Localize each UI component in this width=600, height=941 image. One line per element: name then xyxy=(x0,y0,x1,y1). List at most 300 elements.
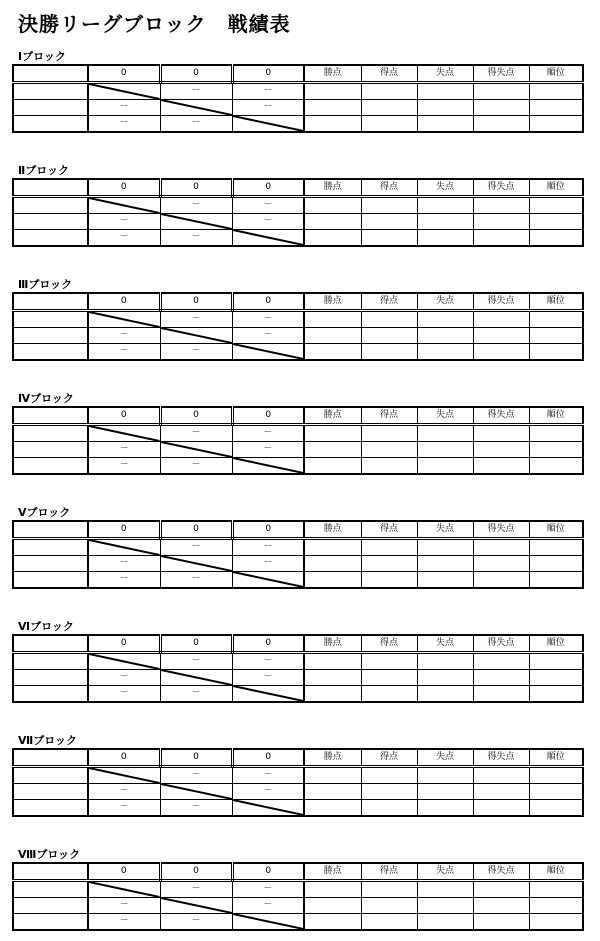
stat-cell[interactable] xyxy=(417,425,473,442)
opponent-header: 0 xyxy=(88,179,160,197)
stat-cell[interactable] xyxy=(417,556,473,572)
stat-header: 勝点 xyxy=(304,407,361,425)
stat-cell[interactable] xyxy=(529,572,583,589)
stat-cell[interactable] xyxy=(473,214,529,230)
match-score-cell[interactable]: － xyxy=(88,784,160,800)
stat-cell[interactable] xyxy=(417,100,473,116)
stat-cell[interactable] xyxy=(361,914,417,931)
match-score-cell[interactable]: － xyxy=(88,116,160,133)
team-row xyxy=(13,311,583,328)
stat-cell[interactable] xyxy=(361,197,417,214)
stat-header: 得失点 xyxy=(473,863,529,881)
stat-cell[interactable] xyxy=(529,653,583,670)
diagonal-line xyxy=(233,458,304,473)
team-name-cell[interactable] xyxy=(13,686,88,703)
stat-header: 得点 xyxy=(361,521,417,539)
self-match-cell xyxy=(88,881,160,898)
stat-cell[interactable] xyxy=(473,197,529,214)
match-score-cell[interactable]: － xyxy=(88,670,160,686)
stat-cell[interactable] xyxy=(361,311,417,328)
opponent-header: 0 xyxy=(232,179,304,197)
stat-header: 得点 xyxy=(361,749,417,767)
stat-cell[interactable] xyxy=(361,767,417,784)
stat-cell[interactable] xyxy=(529,83,583,100)
stat-cell[interactable] xyxy=(304,442,361,458)
match-score-cell[interactable]: － xyxy=(232,328,304,344)
stat-header: 得失点 xyxy=(473,407,529,425)
stat-header: 失点 xyxy=(417,635,473,653)
team-row xyxy=(13,653,583,670)
team-name-cell[interactable] xyxy=(13,898,88,914)
team-name-cell[interactable] xyxy=(13,197,88,214)
stat-cell[interactable] xyxy=(473,800,529,817)
team-name-cell[interactable] xyxy=(13,653,88,670)
opponent-header: 0 xyxy=(88,863,160,881)
page-title: 決勝リーグブロック 戦績表 xyxy=(18,12,291,36)
stat-cell[interactable] xyxy=(529,800,583,817)
match-score-cell[interactable]: － xyxy=(232,653,304,670)
stat-cell[interactable] xyxy=(417,116,473,133)
stat-cell[interactable] xyxy=(417,653,473,670)
stat-cell[interactable] xyxy=(304,539,361,556)
team-header-cell xyxy=(13,179,88,197)
stat-cell[interactable] xyxy=(473,898,529,914)
self-match-cell xyxy=(88,311,160,328)
stat-cell[interactable] xyxy=(361,100,417,116)
stat-cell[interactable] xyxy=(417,83,473,100)
stat-cell[interactable] xyxy=(304,328,361,344)
opponent-header: 0 xyxy=(232,521,304,539)
stat-cell[interactable] xyxy=(304,784,361,800)
team-row xyxy=(13,83,583,100)
match-score-cell[interactable]: － xyxy=(232,100,304,116)
stat-cell[interactable] xyxy=(361,881,417,898)
stat-cell[interactable] xyxy=(361,344,417,361)
match-score-cell[interactable]: － xyxy=(88,442,160,458)
stat-header: 得失点 xyxy=(473,179,529,197)
match-score-cell[interactable]: － xyxy=(232,311,304,328)
match-score-cell[interactable]: － xyxy=(160,344,232,361)
stat-header: 順位 xyxy=(529,65,583,83)
match-score-cell[interactable]: － xyxy=(232,197,304,214)
opponent-header: 0 xyxy=(88,749,160,767)
stat-cell[interactable] xyxy=(304,914,361,931)
opponent-header: 0 xyxy=(160,65,232,83)
stat-header: 得失点 xyxy=(473,293,529,311)
match-score-cell[interactable]: － xyxy=(160,458,232,475)
block-label: Ⅵブロック xyxy=(18,620,74,633)
stat-cell[interactable] xyxy=(417,311,473,328)
diagonal-line xyxy=(89,198,160,213)
match-score-cell[interactable]: － xyxy=(160,572,232,589)
match-score-cell[interactable]: － xyxy=(160,800,232,817)
diagonal-line xyxy=(161,442,232,457)
stat-header: 得失点 xyxy=(473,65,529,83)
match-score-cell[interactable]: － xyxy=(232,881,304,898)
match-score-cell[interactable]: － xyxy=(88,230,160,247)
match-score-cell[interactable]: － xyxy=(232,784,304,800)
stat-cell[interactable] xyxy=(417,328,473,344)
team-name-cell[interactable] xyxy=(13,214,88,230)
diagonal-line xyxy=(161,784,232,799)
stat-cell[interactable] xyxy=(304,100,361,116)
team-name-cell[interactable] xyxy=(13,311,88,328)
stat-cell[interactable] xyxy=(529,116,583,133)
match-score-cell[interactable]: － xyxy=(160,653,232,670)
opponent-header: 0 xyxy=(232,635,304,653)
stat-header: 順位 xyxy=(529,863,583,881)
stat-cell[interactable] xyxy=(304,458,361,475)
stat-cell[interactable] xyxy=(529,898,583,914)
match-score-cell[interactable]: － xyxy=(160,116,232,133)
stat-cell[interactable] xyxy=(473,83,529,100)
match-score-cell[interactable]: － xyxy=(160,686,232,703)
stat-cell[interactable] xyxy=(304,83,361,100)
team-row xyxy=(13,344,583,361)
stat-cell[interactable] xyxy=(417,572,473,589)
match-score-cell[interactable]: － xyxy=(232,898,304,914)
stat-cell[interactable] xyxy=(417,197,473,214)
match-score-cell[interactable]: － xyxy=(160,539,232,556)
stat-cell[interactable] xyxy=(361,83,417,100)
match-score-cell[interactable]: － xyxy=(160,881,232,898)
team-name-cell[interactable] xyxy=(13,556,88,572)
team-name-cell[interactable] xyxy=(13,784,88,800)
team-row xyxy=(13,425,583,442)
league-table xyxy=(12,178,584,247)
self-match-cell xyxy=(160,898,232,914)
opponent-header: 0 xyxy=(88,293,160,311)
stat-cell[interactable] xyxy=(361,784,417,800)
opponent-header: 0 xyxy=(232,407,304,425)
match-score-cell[interactable]: － xyxy=(160,83,232,100)
stat-cell[interactable] xyxy=(361,653,417,670)
league-table xyxy=(12,292,584,361)
stat-header: 得点 xyxy=(361,293,417,311)
team-row xyxy=(13,539,583,556)
match-score-cell[interactable]: － xyxy=(160,197,232,214)
team-name-cell[interactable] xyxy=(13,83,88,100)
stat-cell[interactable] xyxy=(473,572,529,589)
stat-cell[interactable] xyxy=(304,197,361,214)
match-score-cell[interactable]: － xyxy=(88,328,160,344)
stat-cell[interactable] xyxy=(473,670,529,686)
stat-cell[interactable] xyxy=(361,230,417,247)
stat-header: 得点 xyxy=(361,407,417,425)
match-score-cell[interactable]: － xyxy=(88,800,160,817)
self-match-cell xyxy=(232,572,304,589)
team-row xyxy=(13,670,583,686)
match-score-cell[interactable]: － xyxy=(88,344,160,361)
match-score-cell[interactable]: － xyxy=(88,914,160,931)
stat-header: 順位 xyxy=(529,521,583,539)
stat-header: 得失点 xyxy=(473,521,529,539)
stat-cell[interactable] xyxy=(304,556,361,572)
stat-cell[interactable] xyxy=(473,344,529,361)
opponent-header: 0 xyxy=(160,749,232,767)
stat-cell[interactable] xyxy=(473,230,529,247)
stat-cell[interactable] xyxy=(417,214,473,230)
team-name-cell[interactable] xyxy=(13,800,88,817)
stat-cell[interactable] xyxy=(473,653,529,670)
stat-cell[interactable] xyxy=(417,767,473,784)
stat-cell[interactable] xyxy=(529,425,583,442)
team-header-cell xyxy=(13,521,88,539)
stat-cell[interactable] xyxy=(529,539,583,556)
stat-cell[interactable] xyxy=(529,914,583,931)
stat-cell[interactable] xyxy=(473,881,529,898)
stat-header: 得点 xyxy=(361,179,417,197)
stat-cell[interactable] xyxy=(473,328,529,344)
stat-cell[interactable] xyxy=(361,214,417,230)
self-match-cell xyxy=(88,653,160,670)
team-name-cell[interactable] xyxy=(13,539,88,556)
diagonal-line xyxy=(161,100,232,115)
stat-cell[interactable] xyxy=(304,686,361,703)
match-score-cell[interactable]: － xyxy=(160,767,232,784)
stat-cell[interactable] xyxy=(304,653,361,670)
league-table xyxy=(12,748,584,817)
stat-cell[interactable] xyxy=(417,539,473,556)
stat-cell[interactable] xyxy=(529,670,583,686)
stat-header: 失点 xyxy=(417,179,473,197)
match-score-cell[interactable]: － xyxy=(232,425,304,442)
stat-header: 得点 xyxy=(361,635,417,653)
stat-header: 順位 xyxy=(529,407,583,425)
stat-header: 順位 xyxy=(529,179,583,197)
team-name-cell[interactable] xyxy=(13,100,88,116)
team-name-cell[interactable] xyxy=(13,442,88,458)
diagonal-line xyxy=(233,686,304,701)
stat-cell[interactable] xyxy=(304,572,361,589)
self-match-cell xyxy=(160,556,232,572)
team-name-cell[interactable] xyxy=(13,116,88,133)
match-score-cell[interactable]: － xyxy=(232,539,304,556)
team-row xyxy=(13,767,583,784)
stat-cell[interactable] xyxy=(473,784,529,800)
match-score-cell[interactable]: － xyxy=(88,898,160,914)
match-score-cell[interactable]: － xyxy=(160,425,232,442)
diagonal-line xyxy=(161,670,232,685)
opponent-header: 0 xyxy=(88,521,160,539)
stat-cell[interactable] xyxy=(473,458,529,475)
opponent-header: 0 xyxy=(88,65,160,83)
stat-cell[interactable] xyxy=(361,572,417,589)
match-score-cell[interactable]: － xyxy=(88,556,160,572)
stat-cell[interactable] xyxy=(304,767,361,784)
block-label: Ⅳブロック xyxy=(18,392,74,405)
diagonal-line xyxy=(89,882,160,897)
stat-header: 順位 xyxy=(529,635,583,653)
stat-header: 失点 xyxy=(417,863,473,881)
team-header-cell xyxy=(13,635,88,653)
match-score-cell[interactable]: － xyxy=(160,230,232,247)
team-name-cell[interactable] xyxy=(13,572,88,589)
stat-header: 失点 xyxy=(417,521,473,539)
block-label: Ⅷブロック xyxy=(18,848,81,861)
opponent-header: 0 xyxy=(160,521,232,539)
team-name-cell[interactable] xyxy=(13,230,88,247)
stat-header: 勝点 xyxy=(304,293,361,311)
stat-cell[interactable] xyxy=(304,344,361,361)
stat-cell[interactable] xyxy=(361,328,417,344)
match-score-cell[interactable]: － xyxy=(160,914,232,931)
stat-cell[interactable] xyxy=(417,230,473,247)
stat-cell[interactable] xyxy=(529,311,583,328)
stat-cell[interactable] xyxy=(417,881,473,898)
match-score-cell[interactable]: － xyxy=(232,83,304,100)
stat-cell[interactable] xyxy=(361,898,417,914)
stat-cell[interactable] xyxy=(529,556,583,572)
match-score-cell[interactable]: － xyxy=(88,572,160,589)
diagonal-line xyxy=(161,328,232,343)
team-header-cell xyxy=(13,749,88,767)
stat-cell[interactable] xyxy=(304,214,361,230)
stat-header: 勝点 xyxy=(304,749,361,767)
opponent-header: 0 xyxy=(160,863,232,881)
stat-cell[interactable] xyxy=(473,311,529,328)
stat-cell[interactable] xyxy=(304,116,361,133)
opponent-header: 0 xyxy=(160,293,232,311)
diagonal-line xyxy=(161,214,232,229)
diagonal-line xyxy=(89,84,160,99)
team-row xyxy=(13,328,583,344)
team-name-cell[interactable] xyxy=(13,425,88,442)
league-table xyxy=(12,862,584,931)
team-header-cell xyxy=(13,65,88,83)
self-match-cell xyxy=(160,214,232,230)
stat-cell[interactable] xyxy=(417,686,473,703)
stat-cell[interactable] xyxy=(361,556,417,572)
team-row xyxy=(13,442,583,458)
stat-cell[interactable] xyxy=(529,458,583,475)
stat-header: 勝点 xyxy=(304,521,361,539)
stat-cell[interactable] xyxy=(417,914,473,931)
diagonal-line xyxy=(89,654,160,669)
stat-cell[interactable] xyxy=(529,686,583,703)
stat-cell[interactable] xyxy=(529,214,583,230)
stat-cell[interactable] xyxy=(473,425,529,442)
self-match-cell xyxy=(232,230,304,247)
match-score-cell[interactable]: － xyxy=(88,686,160,703)
match-score-cell[interactable]: － xyxy=(232,670,304,686)
stat-cell[interactable] xyxy=(473,556,529,572)
match-score-cell[interactable]: － xyxy=(232,214,304,230)
team-row xyxy=(13,100,583,116)
stat-cell[interactable] xyxy=(529,784,583,800)
stat-cell[interactable] xyxy=(417,784,473,800)
stat-cell[interactable] xyxy=(529,767,583,784)
stat-cell[interactable] xyxy=(417,344,473,361)
stat-cell[interactable] xyxy=(361,116,417,133)
match-score-cell[interactable]: － xyxy=(232,556,304,572)
diagonal-line xyxy=(233,344,304,359)
match-score-cell[interactable]: － xyxy=(160,311,232,328)
diagonal-line xyxy=(233,230,304,245)
self-match-cell xyxy=(88,539,160,556)
stat-header: 勝点 xyxy=(304,635,361,653)
stat-cell[interactable] xyxy=(361,442,417,458)
stat-cell[interactable] xyxy=(417,800,473,817)
opponent-header: 0 xyxy=(160,635,232,653)
stat-cell[interactable] xyxy=(529,100,583,116)
stat-cell[interactable] xyxy=(473,116,529,133)
team-row xyxy=(13,800,583,817)
match-score-cell[interactable]: － xyxy=(88,100,160,116)
stat-cell[interactable] xyxy=(529,197,583,214)
stat-cell[interactable] xyxy=(361,425,417,442)
stat-header: 失点 xyxy=(417,293,473,311)
stat-cell[interactable] xyxy=(417,458,473,475)
stat-cell[interactable] xyxy=(473,442,529,458)
stat-cell[interactable] xyxy=(304,881,361,898)
stat-cell[interactable] xyxy=(361,670,417,686)
stat-cell[interactable] xyxy=(361,800,417,817)
opponent-header: 0 xyxy=(232,65,304,83)
stat-cell[interactable] xyxy=(304,800,361,817)
league-table xyxy=(12,634,584,703)
team-name-cell[interactable] xyxy=(13,670,88,686)
team-row xyxy=(13,556,583,572)
stat-header: 得点 xyxy=(361,863,417,881)
team-name-cell[interactable] xyxy=(13,344,88,361)
stat-cell[interactable] xyxy=(304,425,361,442)
stat-cell[interactable] xyxy=(473,686,529,703)
stat-cell[interactable] xyxy=(417,442,473,458)
team-row xyxy=(13,116,583,133)
opponent-header: 0 xyxy=(88,635,160,653)
stat-cell[interactable] xyxy=(473,914,529,931)
self-match-cell xyxy=(88,425,160,442)
league-table xyxy=(12,406,584,475)
stat-cell[interactable] xyxy=(473,100,529,116)
match-score-cell[interactable]: － xyxy=(232,442,304,458)
stat-cell[interactable] xyxy=(304,670,361,686)
opponent-header: 0 xyxy=(88,407,160,425)
stat-cell[interactable] xyxy=(529,230,583,247)
stat-cell[interactable] xyxy=(361,458,417,475)
stat-cell[interactable] xyxy=(529,881,583,898)
stat-header: 得点 xyxy=(361,65,417,83)
stat-cell[interactable] xyxy=(304,311,361,328)
team-name-cell[interactable] xyxy=(13,767,88,784)
team-name-cell[interactable] xyxy=(13,458,88,475)
team-name-cell[interactable] xyxy=(13,328,88,344)
stat-cell[interactable] xyxy=(361,686,417,703)
stat-cell[interactable] xyxy=(529,344,583,361)
match-score-cell[interactable]: － xyxy=(88,458,160,475)
stat-header: 勝点 xyxy=(304,65,361,83)
stat-cell[interactable] xyxy=(529,328,583,344)
match-score-cell[interactable]: － xyxy=(232,767,304,784)
team-name-cell[interactable] xyxy=(13,881,88,898)
stat-cell[interactable] xyxy=(304,898,361,914)
stat-cell[interactable] xyxy=(417,898,473,914)
stat-cell[interactable] xyxy=(304,230,361,247)
match-score-cell[interactable]: － xyxy=(88,214,160,230)
stat-cell[interactable] xyxy=(417,670,473,686)
block-label: Ⅲブロック xyxy=(18,278,73,291)
stat-cell[interactable] xyxy=(529,442,583,458)
stat-cell[interactable] xyxy=(473,539,529,556)
stat-cell[interactable] xyxy=(361,539,417,556)
team-row xyxy=(13,686,583,703)
self-match-cell xyxy=(232,116,304,133)
stat-cell[interactable] xyxy=(473,767,529,784)
self-match-cell xyxy=(88,197,160,214)
team-header-cell xyxy=(13,293,88,311)
team-name-cell[interactable] xyxy=(13,914,88,931)
